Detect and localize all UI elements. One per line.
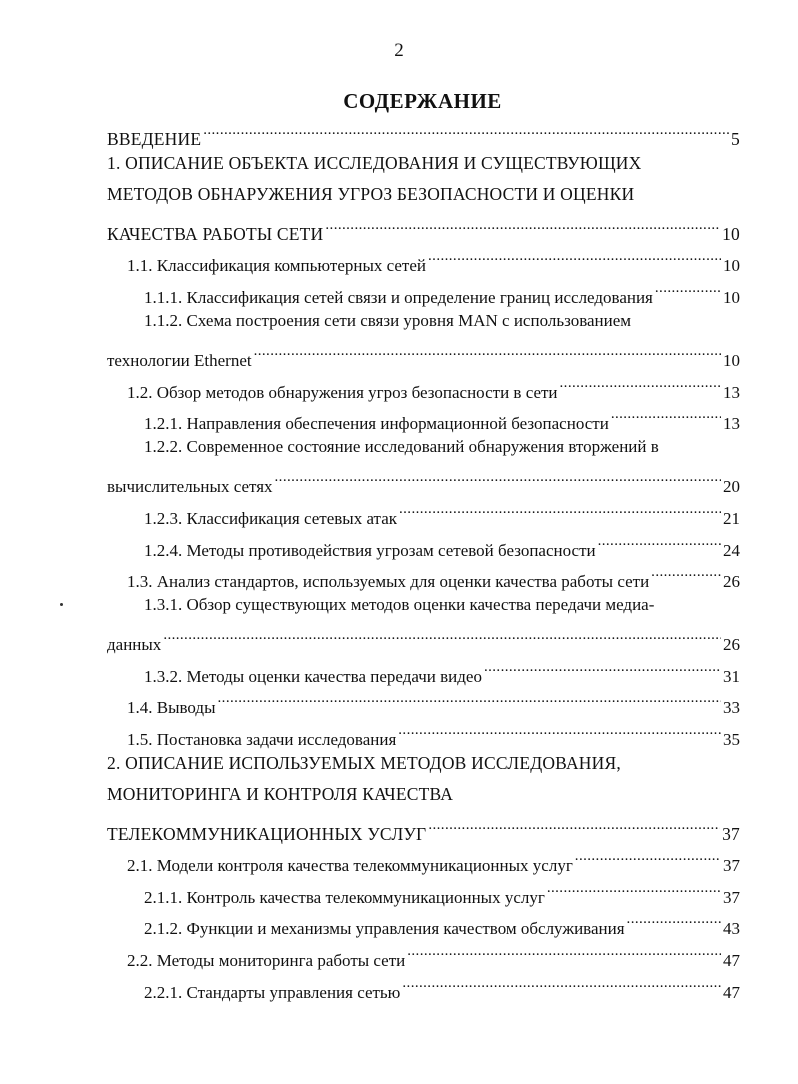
leader-dots: [325, 212, 720, 240]
leader-dots: [651, 559, 721, 587]
toc-entry-1-2-3[interactable]: 1.2.3. Классификация сетевых атак ..... 21: [144, 496, 740, 524]
leader-dots: [407, 938, 721, 966]
toc-entry-chapter-1-line-2[interactable]: МЕТОДОВ ОБНАРУЖЕНИЯ УГРОЗ БЕЗОПАСНОСТИ И ОЦЕНКИ: [107, 184, 635, 204]
leader-dots: [598, 528, 721, 556]
toc-entry-1-2-4[interactable]: 1.2.4. Методы противодействия угрозам сетевой безопасности ..... 24: [144, 528, 740, 556]
toc-entry-1-1[interactable]: 1.1. Классификация компьютерных сетей ..... 10: [127, 243, 740, 271]
toc-entry-chapter-1[interactable]: КАЧЕСТВА РАБОТЫ СЕТИ ..... 10: [107, 212, 740, 240]
toc-entry-2-1-2[interactable]: 2.1.2. Функции и механизмы управления качеством обслуживания ..... 43: [144, 906, 740, 934]
toc-entry-1-2-2-line-1[interactable]: 1.2.2. Современное состояние исследований обнаружения вторжений в: [144, 437, 659, 456]
leader-dots: [575, 843, 721, 871]
leader-dots: [218, 685, 721, 713]
toc-entry-2-2-1[interactable]: 2.2.1. Стандарты управления сетью ..... 47: [144, 970, 740, 998]
leader-dots: [428, 243, 721, 271]
toc-entry-1-3[interactable]: 1.3. Анализ стандартов, используемых для оценки качества работы сети ..... 26: [127, 559, 740, 587]
leader-dots: [275, 464, 721, 492]
toc-entry-1-3-2[interactable]: 1.3.2. Методы оценки качества передачи видео ..... 31: [144, 654, 740, 682]
toc-entry-1-1-2-line-1[interactable]: 1.1.2. Схема построения сети связи уровня MAN с использованием: [144, 311, 632, 330]
scan-speck: [60, 603, 63, 606]
leader-dots: [163, 622, 721, 650]
toc-entry-1-3-1[interactable]: данных ..... 26: [107, 622, 740, 650]
leader-dots: [402, 970, 721, 998]
leader-dots: [254, 338, 721, 366]
toc-entry-1-2-1[interactable]: 1.2.1. Направления обеспечения информационной безопасности ..... 13: [144, 401, 740, 429]
toc-entry-chapter-1-line-1[interactable]: 1. ОПИСАНИЕ ОБЪЕКТА ИССЛЕДОВАНИЯ И СУЩЕСТВУЮЩИХ: [107, 153, 642, 173]
toc-entry-1-1-1[interactable]: 1.1.1. Классификация сетей связи и определение границ исследования ..... 10: [144, 275, 740, 303]
toc-entry-2-2[interactable]: 2.2. Методы мониторинга работы сети ..... 47: [127, 938, 740, 966]
leader-dots: [627, 906, 721, 934]
leader-dots: [547, 875, 721, 903]
toc-entry-chapter-2-line-1[interactable]: 2. ОПИСАНИЕ ИСПОЛЬЗУЕМЫХ МЕТОДОВ ИССЛЕДОВАНИЯ,: [107, 753, 621, 773]
toc-entry-1-5[interactable]: 1.5. Постановка задачи исследования ..... 35: [127, 717, 740, 745]
toc-entry-chapter-2-line-2[interactable]: МОНИТОРИНГА И КОНТРОЛЯ КАЧЕСТВА: [107, 784, 454, 804]
toc-entry-1-3-1-line-1[interactable]: 1.3.1. Обзор существующих методов оценки качества передачи медиа-: [144, 595, 655, 614]
leader-dots: [398, 717, 721, 745]
toc-entry-1-1-2[interactable]: технологии Ethernet ..... 10: [107, 338, 740, 366]
leader-dots: [428, 812, 720, 840]
leader-dots: [611, 401, 721, 429]
toc-title: СОДЕРЖАНИЕ: [343, 89, 502, 113]
leader-dots: [560, 370, 721, 398]
toc-entry-1-2[interactable]: 1.2. Обзор методов обнаружения угроз безопасности в сети ..... 13: [127, 370, 740, 398]
leader-dots: [203, 117, 729, 145]
toc-entry-introduction[interactable]: ВВЕДЕНИЕ ..... 5: [107, 117, 740, 145]
page-number: 2: [394, 40, 404, 61]
toc-entry-2-1[interactable]: 2.1. Модели контроля качества телекоммуникационных услуг ..... 37: [127, 843, 740, 871]
leader-dots: [399, 496, 721, 524]
toc-entry-2-1-1[interactable]: 2.1.1. Контроль качества телекоммуникационных услуг ..... 37: [144, 875, 740, 903]
leader-dots: [484, 654, 721, 682]
toc-entry-chapter-2[interactable]: ТЕЛЕКОММУНИКАЦИОННЫХ УСЛУГ ..... 37: [107, 812, 740, 840]
toc-entry-1-2-2[interactable]: вычислительных сетях ..... 20: [107, 464, 740, 492]
toc-entry-1-4[interactable]: 1.4. Выводы ..... 33: [127, 685, 740, 713]
leader-dots: [655, 275, 721, 303]
